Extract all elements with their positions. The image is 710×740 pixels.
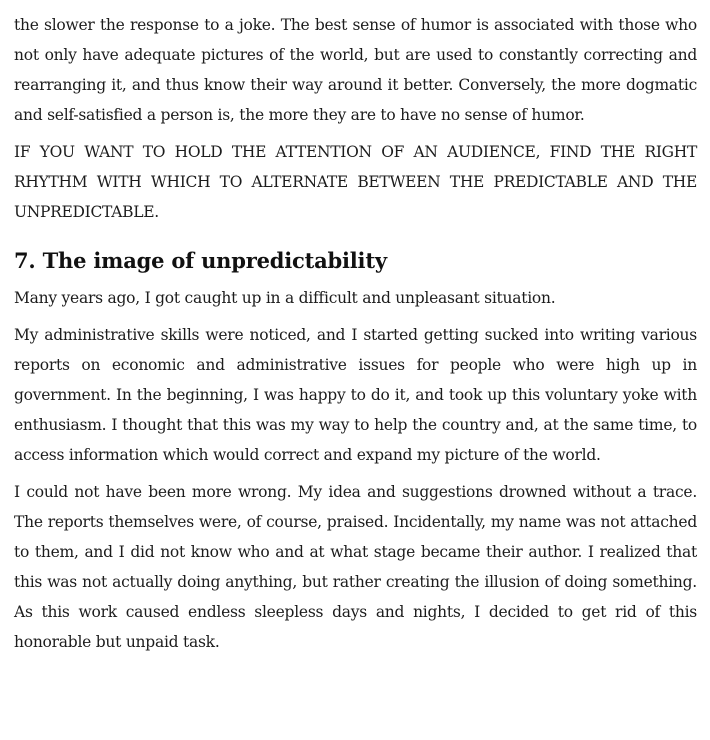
maxim-callout: IF YOU WANT TO HOLD THE ATTENTION OF AN AUDIENCE, FIND THE RIGHT RHYTHM WITH WHICH TO ALTERNATE BETWEEN THE PREDICTABLE AND THE UNPREDICTABLE. bbox=[14, 143, 697, 221]
paragraph-intro: Many years ago, I got caught up in a difficult and unpleasant situation. bbox=[14, 289, 556, 307]
section-heading: 7. The image of unpredictability bbox=[14, 248, 387, 273]
paragraph-administrative-skills: My administrative skills were noticed, and I started getting sucked into writing various reports on economic and administrative issues for people who were high up in government. In the beginning, I was happy to do it, and took up this voluntary yoke with enthusiasm. I thought that this was my way to help the country and, at the same time, to access information which would correct and expand my picture of the world. bbox=[14, 326, 697, 464]
paragraph-could-not-be-more-wrong: I could not have been more wrong. My idea and suggestions drowned without a trace. The reports themselves were, of course, praised. Incidentally, my name was not attached to them, and I did not know who and at what stage became their author. I realized that this was not actually doing anything, but rather creating the illusion of doing something. As this work caused endless sleepless days and nights, I decided to get rid of this honorable but unpaid task. bbox=[14, 483, 697, 651]
document-page bbox=[14, 10, 697, 657]
paragraph-humor-continuation: the slower the response to a joke. The best sense of humor is associated with those who not only have adequate pictures of the world, but are used to constantly correcting and rearranging it, and thus know their way around it better. Conversely, the more dogmatic and self-satisfied a person is, the more they are to have no sense of humor. bbox=[14, 16, 697, 124]
